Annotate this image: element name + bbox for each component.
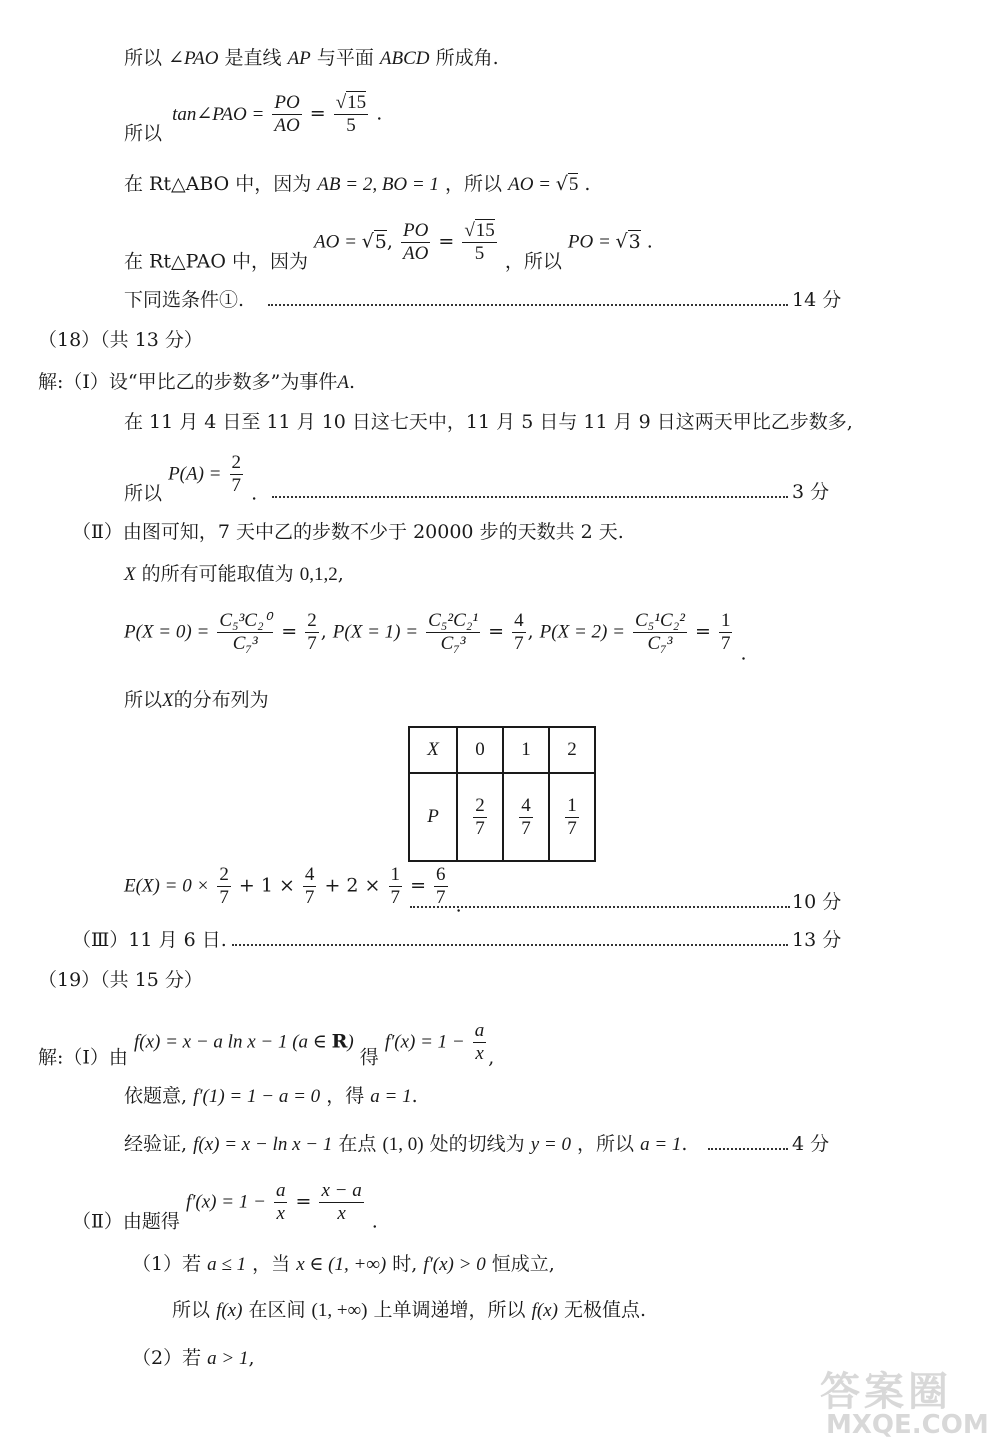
fraction: $\frac{\text{C₅²C₂¹}}{\text{C₇³}}$ [428,610,479,654]
fraction: $\frac{1}{7}$ [390,864,401,908]
s18-part2-distribution-label: 所以X的分布列为 [124,689,269,711]
table-cell: $\frac{1}{7}$ [549,773,595,861]
leader-dots [268,304,788,306]
line-tan-formula: 所以 tan∠PAO = $\frac{PO}{AO}$ = $\frac{√15}{5}$ . [124,92,383,145]
table-row-label: P [409,773,457,861]
fraction: $\frac{a}{x}$ [474,1020,485,1064]
fraction: $\frac{2}{7}$ [219,864,229,908]
table-row [409,727,595,773]
table-cell: $\frac{2}{7}$ [457,773,503,861]
s19-part2-intro: （Ⅱ）由题得 f′(x) = 1 − $\frac{a}{x}$ = $\frac{x - a}{x}$ . [72,1180,378,1233]
s19-part1-condition: 依题意, f′(1) = 1 − a = 0 ，得 a = 1. [124,1085,418,1107]
s19-part1-verify: 经验证, f(x) = x − ln x − 1 在点 (1, 0) 处的切线为 y = 0 ，所以 a = 1. [124,1133,688,1155]
leader-dots [232,944,788,946]
fraction: $\frac{4}{7}$ [514,610,524,654]
score-label: 4 分 [792,1133,830,1155]
table-header-cell: 2 [549,727,595,773]
fraction: $\frac{PO}{AO}$ [402,220,429,264]
fraction: $\frac{4}{7}$ [304,864,315,908]
fraction: $\frac{x - a}{x}$ [321,1180,362,1224]
table-cell: $\frac{4}{7}$ [503,773,549,861]
score-label: 10 分 [792,891,842,913]
line-rt-abo: 在 Rt△ABO 中，因为 AB = 2, BO = 1 ，所以 AO = √5 . [124,173,591,195]
line-angle-statement: 所以 ∠PAO 是直线 AP 与平面 ABCD 所成角. [124,47,499,69]
s18-part1-intro: 解:（Ⅰ）设“甲比乙的步数多”为事件A. [38,371,355,393]
watermark-url: MXQE.COM [826,1410,989,1440]
fraction: $\frac{6}{7}$ [436,864,446,908]
table-header-cell: 0 [457,727,503,773]
fraction: $\frac{2}{7}$ [307,610,317,654]
s19-part2-case1-conclusion: 所以 f(x) 在区间 (1, +∞) 上单调递增，所以 f(x) 无极值点. [172,1299,647,1321]
score-label: 3 分 [792,481,830,503]
table-row [409,773,595,861]
s19-part2-case1: （1）若 a ≤ 1 ，当 x ∈ (1, +∞) 时, f′(x) > 0 恒成立, [132,1253,555,1275]
table-header-cell: X [409,727,457,773]
fraction: $\frac{√15}{5}$ [464,220,495,264]
score-label: 13 分 [792,929,842,951]
distribution-table [408,726,596,862]
s18-part2-values: X 的所有可能取值为 0,1,2, [124,563,344,585]
s18-expectation: E(X) = 0 × $\frac{2}{7}$ + 1 × $\frac{4}{7}$ + 2 × $\frac{1}{7}$ = $\frac{6}{7}$ . [124,864,462,917]
table-header-cell: 1 [503,727,549,773]
s19-part2-case2: （2）若 a > 1, [132,1347,255,1369]
s18-part1-probability: 所以 P(A) = $\frac{2}{7}$ . [124,452,258,505]
leader-dots [410,906,790,908]
s18-part2-intro: （Ⅱ）由图可知，7 天中乙的步数不少于 20000 步的天数共 2 天. [72,521,624,543]
fraction: $\frac{PO}{AO}$ [274,92,300,136]
leader-dots [708,1148,788,1150]
watermark-logo: 答案圈 [820,1369,952,1415]
s19-part1-intro: 解:（Ⅰ）由 f(x) = x − a ln x − 1 (a ∈ R) 得 f′(x) = 1 − $\frac{a}{x}$ , [38,1020,495,1069]
fraction: $\frac{a}{x}$ [275,1180,286,1224]
s18-part2-probabilities: P(X = 0) = $\frac{\text{C₅³C₂⁰}}{\text{C₇³}}$ = $\frac{2}{7}$ , P(X = 1) = $\frac{\text{C₅²C₂¹}}{\text{C₇³}}$ = $\frac{4}{7}$ , P(X = 2) = $\frac{\text{C₅¹C₂²}}{\text{C₇³}}$ = $\frac{1}{7}$ . [124,610,747,665]
line-rt-pao: 在 Rt△PAO 中，因为 AO = √5, $\frac{PO}{AO}$ = $\frac{√15}{5}$ ，所以 PO = √3 . [124,220,653,273]
s18-part3: （Ⅲ）11 月 6 日. [72,929,227,951]
fraction: $\frac{2}{7}$ [231,452,242,496]
section-19-title: （19）（共 15 分） [38,969,203,991]
section-18-title: （18）（共 13 分） [38,329,203,351]
s18-part1-desc: 在 11 月 4 日至 11 月 10 日这七天中，11 月 5 日与 11 月 9 日这两天甲比乙步数多, [124,411,853,433]
leader-dots [272,496,788,498]
fraction: $\frac{\text{C₅³C₂⁰}}{\text{C₇³}}$ [219,610,272,654]
line-same-condition: 下同选条件①. [124,289,245,311]
score-label: 14 分 [792,289,842,311]
fraction: $\frac{1}{7}$ [720,610,731,654]
fraction: $\frac{√15}{5}$ [335,92,367,136]
fraction: $\frac{\text{C₅¹C₂²}}{\text{C₇³}}$ [634,610,685,654]
